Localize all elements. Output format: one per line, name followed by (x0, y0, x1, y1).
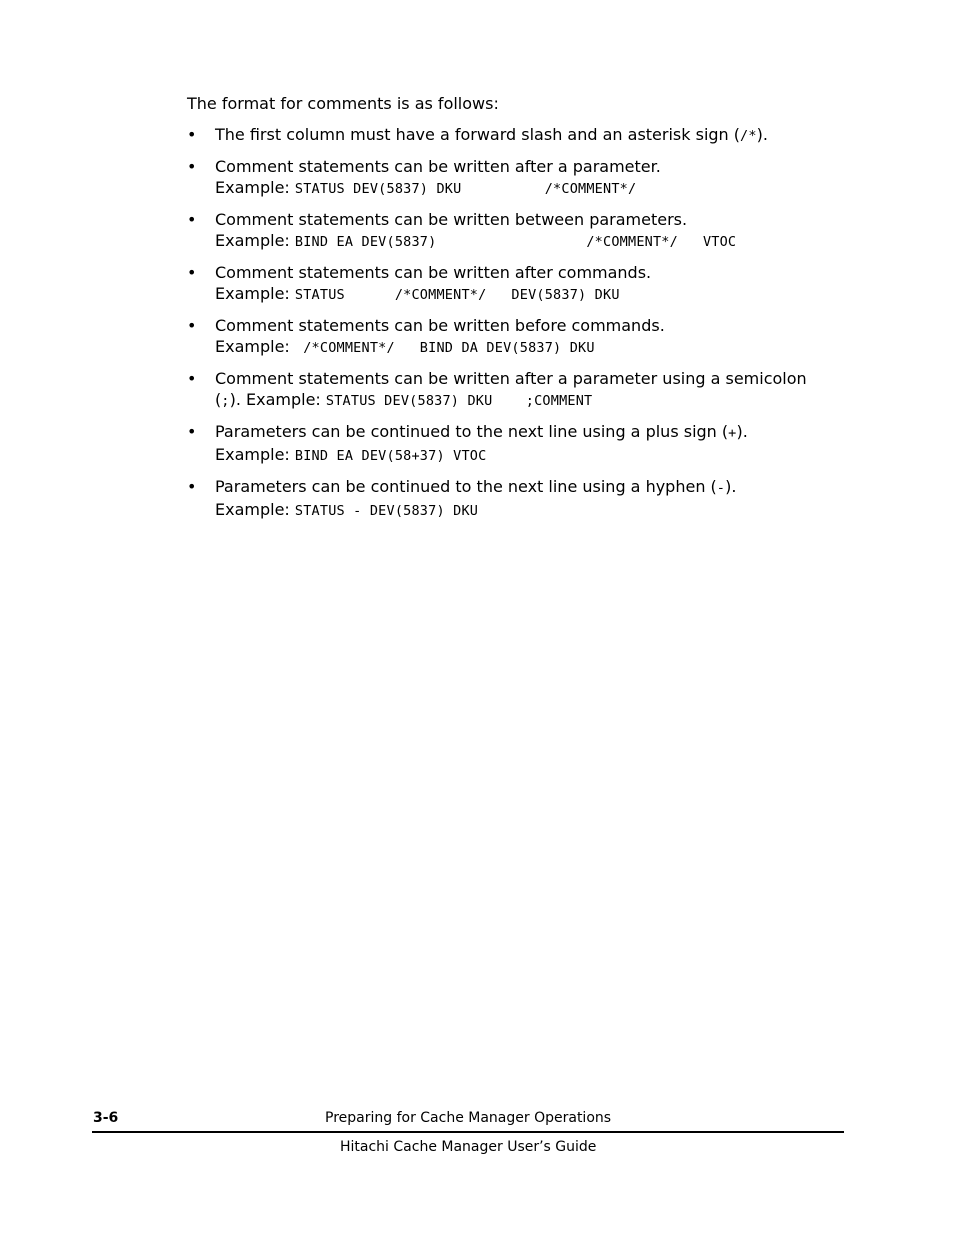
example-label: Example: (215, 178, 295, 197)
bullet-icon: • (187, 422, 197, 441)
example-line (215, 230, 847, 253)
bullet-icon: • (187, 263, 197, 282)
item-text: The first column must have a forward slash and an asterisk sign ( (215, 125, 741, 144)
example-line (215, 177, 847, 200)
page-number: 3-6 (93, 1110, 119, 1126)
item-text-end: ). (725, 477, 737, 496)
example-code: BIND EA DEV(5837) /*COMMENT*/ VTOC (294, 234, 737, 250)
bullet-icon: • (187, 477, 197, 496)
bullet-icon: • (187, 157, 197, 176)
guide-title: Hitachi Cache Manager User’s Guide (340, 1139, 597, 1155)
item-text-open: ( (215, 390, 222, 409)
bullet-icon: • (187, 316, 197, 335)
example-label: Example: (215, 284, 295, 303)
example-code: STATUS - DEV(5837) DKU (294, 503, 479, 519)
example-code: STATUS DEV(5837) DKU ;COMMENT (325, 393, 593, 409)
example-line (215, 283, 847, 306)
main-content (187, 93, 847, 531)
example-label: ). Example: (229, 390, 326, 409)
item-text: Comment statements can be written after a parameter. (215, 157, 661, 176)
example-label: Example: (215, 445, 295, 464)
example-line (215, 389, 847, 412)
example-line (215, 444, 847, 467)
list-item (187, 368, 847, 412)
item-code: ; (221, 393, 230, 409)
chapter-title: Preparing for Cache Manager Operations (325, 1110, 612, 1126)
example-label: Example: (215, 500, 295, 519)
list-item (187, 262, 847, 306)
item-text-line (215, 421, 847, 444)
list-item (187, 209, 847, 253)
bullet-icon: • (187, 125, 197, 144)
comment-format-list (187, 124, 847, 522)
list-item (187, 124, 847, 147)
item-text: Comment statements can be written between parameters. (215, 210, 688, 229)
example-code: /*COMMENT*/ BIND DA DEV(5837) DKU (294, 340, 595, 356)
footer-divider (92, 1131, 844, 1133)
item-text: Comment statements can be written after commands. (215, 263, 652, 282)
list-item (187, 476, 847, 522)
intro-text: The format for comments is as follows: (187, 94, 499, 113)
example-code: STATUS /*COMMENT*/ DEV(5837) DKU (294, 287, 620, 303)
example-line (215, 499, 847, 522)
item-text: Comment statements can be written after a parameter using a semicolon (215, 369, 807, 388)
bullet-icon: • (187, 369, 197, 388)
example-label: Example: (215, 337, 295, 356)
item-code: - (716, 480, 726, 496)
list-item (187, 421, 847, 467)
item-code: + (728, 425, 737, 441)
item-text-end: ). (756, 125, 768, 144)
item-text-line (215, 476, 847, 499)
example-line (215, 336, 847, 359)
example-code: STATUS DEV(5837) DKU /*COMMENT*/ (294, 181, 637, 197)
item-text: Parameters can be continued to the next line using a plus sign ( (215, 422, 729, 441)
list-item (187, 156, 847, 200)
item-text: Comment statements can be written before commands. (215, 316, 665, 335)
example-code: BIND EA DEV(58+37) VTOC (294, 448, 487, 464)
item-code: /* (740, 128, 757, 144)
list-item (187, 315, 847, 359)
bullet-icon: • (187, 210, 197, 229)
example-label: Example: (215, 231, 295, 250)
item-text: Parameters can be continued to the next line using a hyphen ( (215, 477, 717, 496)
item-text-end: ). (736, 422, 748, 441)
